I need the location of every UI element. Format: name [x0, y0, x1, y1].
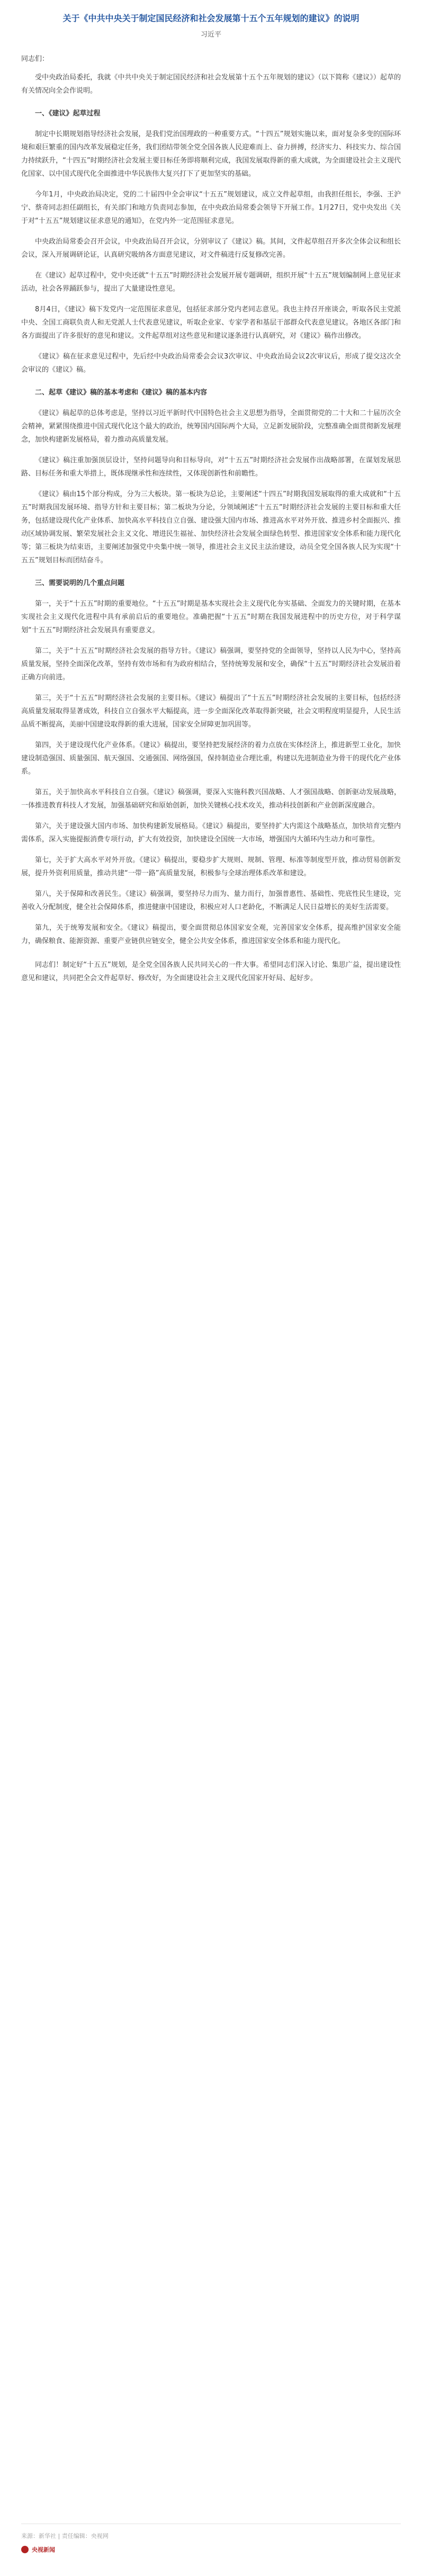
brand-label: 央视新闻: [32, 2546, 55, 2553]
body-paragraph: 第三，关于“十五五”时期经济社会发展的主要目标。《建议》稿提出了“十五五”时期经济社会发展的主要目标，包括经济高质量发展取得显著成效，科技自立自强水平大幅提高，进一步全面深化改革取得新突破，社会文明程度明显提升，人民生活品质不断提高，美丽中国建设取得新的重大进展，国家安全屏障更加巩固等。: [21, 694, 401, 729]
body-paragraph: 第四，关于建设现代化产业体系。《建议》稿提出，要坚持把发展经济的着力点放在实体经济上，推进新型工业化，加快建设制造强国、质量强国、航天强国、交通强国、网络强国，保持制造业合理比重，构建以先进制造业为骨干的现代化产业体系。: [21, 741, 401, 776]
salutation: 同志们：: [21, 55, 49, 63]
body-paragraph: 在《建议》起草过程中，党中央还就“十五五”时期经济社会发展开展专题调研，组织开展“十五五”规划编制网上意见征求活动，社会各界踊跃参与，提出了大量建设性意见。: [21, 272, 401, 293]
section-heading: 二、起草《建议》稿的基本考虑和《建议》稿的基本内容: [35, 389, 208, 397]
closing-paragraph: 同志们！制定好“十五五”规划，是全党全国各族人民共同关心的一件大事。希望同志们深入讨论、集思广益，提出建设性意见和建议，共同把全会文件起草好、修改好，为全面建设社会主义现代化国家开好局、起好步。: [21, 961, 401, 982]
body-paragraph: 第五，关于加快高水平科技自立自强。《建议》稿强调，要深入实施科教兴国战略、人才强国战略、创新驱动发展战略，一体推进教育科技人才发展，加强基础研究和原始创新，加快关键核心技术攻关，推动科技创新和产业创新深度融合。: [21, 788, 401, 810]
body-paragraph: 《建议》稿起草的总体考虑是，坚持以习近平新时代中国特色社会主义思想为指导，全面贯彻党的二十大和二十届历次全会精神，紧紧围绕推进中国式现代化这个最大的政治，统筹国内国际两个大局，立足新发展阶段，完整准确全面贯彻新发展理念，加快构建新发展格局，着力推动高质量发展。: [21, 409, 401, 444]
section-heading: 三、需要说明的几个重点问题: [35, 579, 125, 587]
source-line: 来源：新华社 | 责任编辑：央视网: [21, 2533, 109, 2539]
article-author: 习近平: [200, 31, 221, 39]
cctv-news-icon: [21, 2546, 29, 2553]
body-paragraph: 第六，关于建设强大国内市场、加快构建新发展格局。《建议》稿提出，要坚持扩大内需这个战略基点，加快培育完整内需体系，深入实施提振消费专项行动，扩大有效投资，加快建设全国统一大市场，增强国内大循环内生动力和可靠性。: [21, 822, 401, 843]
body-paragraph: 第八，关于保障和改善民生。《建议》稿强调，要坚持尽力而为、量力而行，加强普惠性、基础性、兜底性民生建设，完善收入分配制度，健全社会保障体系，推进健康中国建设，积极应对人口老龄化，不断满足人民日益增长的美好生活需要。: [21, 890, 401, 911]
article-title: 关于《中共中央关于制定国民经济和社会发展第十五个五年规划的建议》的说明: [62, 13, 360, 23]
body-paragraph: 第一，关于“十五五”时期的重要地位。“十五五”时期是基本实现社会主义现代化夯实基础、全面发力的关键时期，在基本实现社会主义现代化进程中具有承前启后的重要地位。准确把握“十五五”时期在我国发展进程中的历史方位，对于科学谋划“十五五”时期经济社会发展具有重要意义。: [21, 600, 401, 634]
body-paragraph: 第九，关于统筹发展和安全。《建议》稿提出，要全面贯彻总体国家安全观，完善国家安全体系，提高维护国家安全能力，确保粮食、能源资源、重要产业链供应链安全，健全公共安全体系，推进国家安全体系和能力现代化。: [21, 924, 401, 945]
body-paragraph: 8月4日，《建议》稿下发党内一定范围征求意见，包括征求部分党内老同志意见。我也主持召开座谈会，听取各民主党派中央、全国工商联负责人和无党派人士代表意见建议，听取企业家、专家学者和基层干部群众代表意见建议。各地区各部门和各方面提出了许多很好的意见和建议。文件起草组对这些意见和建议逐条进行认真研究，对《建议》稿作出修改。: [21, 306, 401, 340]
body-paragraph: 《建议》稿在征求意见过程中，先后经中央政治局常委会会议3次审议、中央政治局会议2次审议后，形成了提交这次全会审议的《建议》稿。: [21, 353, 401, 374]
body-paragraph: 制定中长期规划指导经济社会发展，是我们党治国理政的一种重要方式。“十四五”规划实施以来，面对复杂多变的国际环境和艰巨繁重的国内改革发展稳定任务，我们团结带领全党全国各族人民迎难而上、奋力拼搏，经济实力、科技实力、综合国力持续跃升，“十四五”时期经济社会发展主要目标任务即将顺利完成，我国发展取得新的重大成就，为全面建设社会主义现代化国家、以中国式现代化全面推进中华民族伟大复兴打下了更加坚实的基础。: [21, 130, 401, 178]
body-paragraph: 中央政治局常委会召开会议，中央政治局召开会议，分别审议了《建议》稿。其间，文件起草组召开多次全体会议和组长会议，深入开展调研论证，认真研究吸纳各方面意见建议，对文件稿进行反复修改完善。: [21, 238, 401, 259]
body-paragraph: 《建议》稿注重加强顶层设计，坚持问题导向和目标导向，对“十五五”时期经济社会发展作出战略部署，在谋划发展思路、目标任务和重大举措上，既体现继承性和连续性，又体现创新性和前瞻性。: [21, 456, 401, 478]
section-heading: 一、《建议》起草过程: [35, 110, 101, 118]
body-paragraph: 第七，关于扩大高水平对外开放。《建议》稿提出，要稳步扩大规则、规制、管理、标准等制度型开放，推动贸易创新发展，提升外资利用质量，推动共建“一带一路”高质量发展，积极参与全球治理体系改革和建设。: [21, 856, 401, 877]
body-paragraph: 《建议》稿由15个部分构成，分为三大板块。第一板块为总论，主要阐述“十四五”时期我国发展取得的重大成就和“十五五”时期我国发展环境、指导方针和主要目标；第二板块为分论，分领域阐述“十五五”时期经济社会发展的主要目标和重大任务，包括建设现代化产业体系、加快高水平科技自立自强、建设强大国内市场、推进高水平对外开放、推进乡村全面振兴、推动区域协调发展、繁荣发展社会主义文化、增进民生福祉、加快经济社会发展全面绿色转型、推进国家安全体系和能力现代化等；第三板块为结束语，主要阐述加强党中央集中统一领导，推进社会主义民主法治建设，动员全党全国各族人民为实现“十五五”规划目标而团结奋斗。: [21, 490, 401, 564]
article-footer: [21, 2524, 401, 2555]
body-paragraph: 第二，关于“十五五”时期经济社会发展的指导方针。《建议》稿强调，要坚持党的全面领导，坚持以人民为中心，坚持高质量发展，坚持全面深化改革，坚持有效市场和有为政府相结合，坚持统筹发展和安全，确保“十五五”时期经济社会发展沿着正确方向前进。: [21, 647, 401, 681]
intro-paragraph: 受中央政治局委托，我就《中共中央关于制定国民经济和社会发展第十五个五年规划的建议》（以下简称《建议》）起草的有关情况向全会作说明。: [21, 74, 401, 95]
brand-logo[interactable]: [21, 2545, 55, 2554]
body-paragraph: 今年1月，中央政治局决定，党的二十届四中全会审议“十五五”规划建议，成立文件起草组，由我担任组长，李强、王沪宁、蔡奇同志担任副组长，有关部门和地方负责同志参加，在中央政治局常委会领导下开展工作。1月27日，党中央发出《关于对“十五五”规划建议征求意见的通知》，在党内外一定范围征求意见。: [21, 191, 401, 225]
